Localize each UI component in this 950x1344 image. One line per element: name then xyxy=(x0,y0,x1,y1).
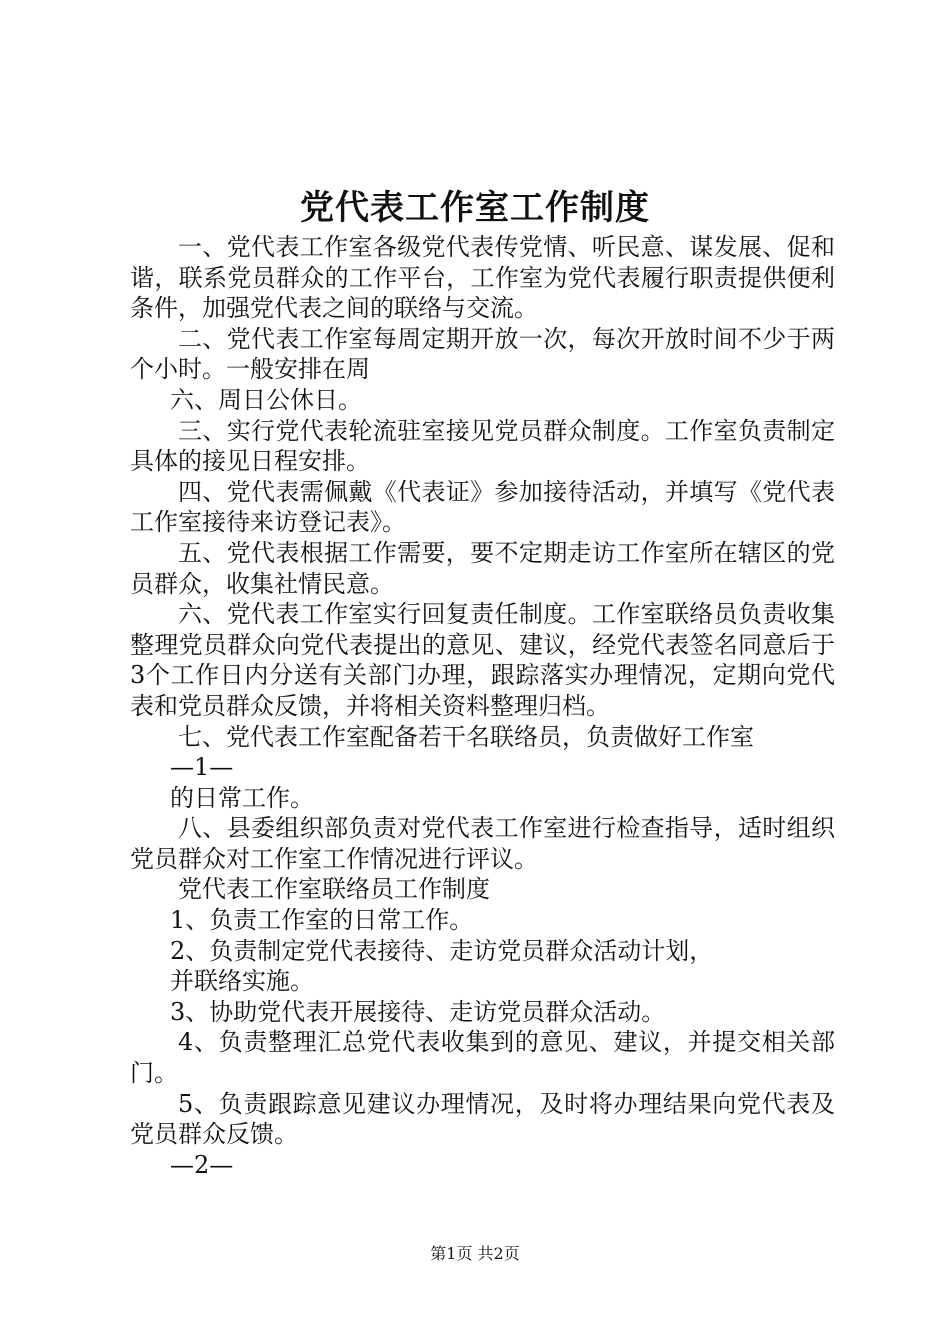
paragraph-5: 四、党代表需佩戴《代表证》参加接待活动，并填写《党代表工作室接待来访登记表》。 xyxy=(130,477,835,537)
document-body xyxy=(130,232,835,1180)
page-footer: 第1页 共2页 xyxy=(430,1244,520,1263)
page-marker-2: —2— xyxy=(170,1150,234,1179)
paragraph-9: 的日常工作。 xyxy=(170,783,314,812)
paragraph-2: 二、党代表工作室每周定期开放一次，每次开放时间不少于两个小时。一般安排在周 xyxy=(130,324,835,384)
list-item-4: 4、负责整理汇总党代表收集到的意见、建议，并提交相关部门。 xyxy=(130,1028,835,1088)
paragraph-7: 六、党代表工作室实行回复责任制度。工作室联络员负责收集整理党员群众向党代表提出的意见、建议，经党代表签名同意后于3个工作日内分送有关部门办理，跟踪落实办理情况，定期向党代表和党员群众反馈，并将相关资料整理归档。 xyxy=(130,600,835,720)
document-title: 党代表工作室工作制度 xyxy=(300,188,650,228)
section-heading: 党代表工作室联络员工作制度 xyxy=(178,875,490,904)
list-item-2-cont: 并联络实施。 xyxy=(170,967,314,996)
paragraph-10: 八、县委组织部负责对党代表工作室进行检查指导，适时组织党员群众对工作室工作情况进行评议。 xyxy=(130,814,835,873)
paragraph-4: 三、实行党代表轮流驻室接见党员群众制度。工作室负责制定具体的接见日程安排。 xyxy=(130,416,835,476)
page-marker-1: —1— xyxy=(170,753,234,782)
list-item-5: 5、负责跟踪意见建议办理情况，及时将办理结果向党代表及党员群众反馈。 xyxy=(130,1089,835,1149)
list-item-3: 3、协助党代表开展接待、走访党员群众活动。 xyxy=(170,997,666,1026)
list-item-1: 1、负责工作室的日常工作。 xyxy=(170,906,474,935)
paragraph-3: 六、周日公休日。 xyxy=(170,385,362,414)
paragraph-8: 七、党代表工作室配备若干名联络员，负责做好工作室 xyxy=(178,722,754,751)
paragraph-6: 五、党代表根据工作需要，要不定期走访工作室所在辖区的党员群众，收集社情民意。 xyxy=(130,538,835,598)
list-item-2: 2、负责制定党代表接待、走访党员群众活动计划， xyxy=(170,936,714,965)
paragraph-1: 一、党代表工作室各级党代表传党情、听民意、谋发展、促和谐，联系党员群众的工作平台，工作室为党代表履行职责提供便利条件，加强党代表之间的联络与交流。 xyxy=(130,233,835,323)
